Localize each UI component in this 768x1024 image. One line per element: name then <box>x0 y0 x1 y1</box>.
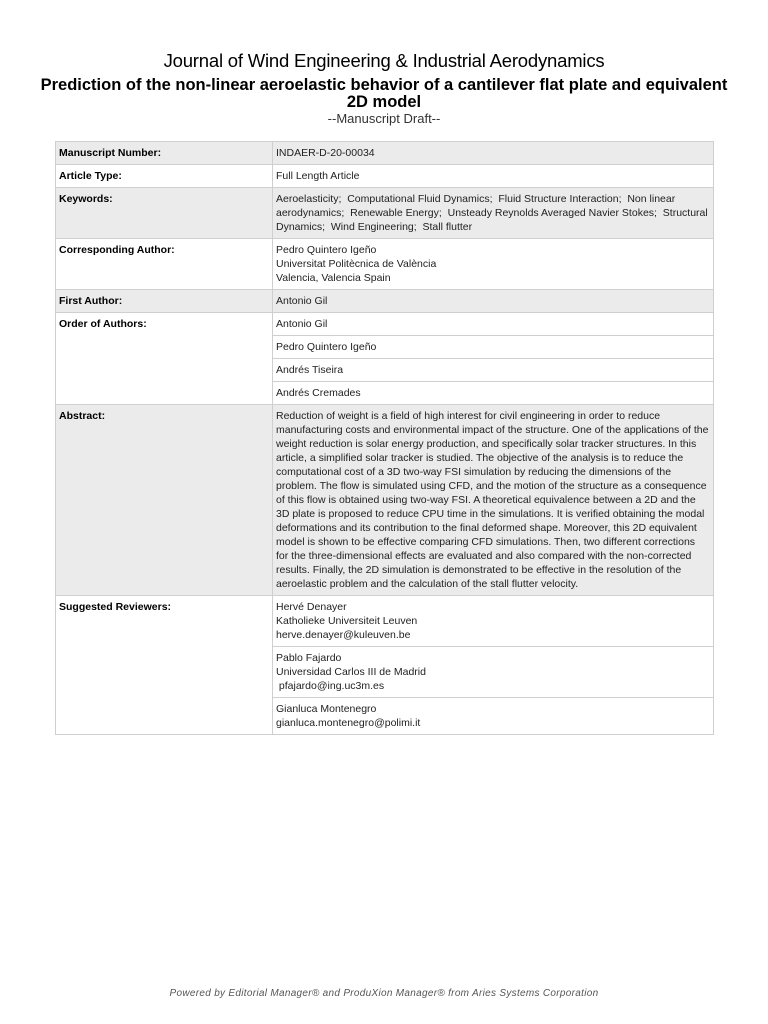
corresponding-author-label: Corresponding Author: <box>56 239 273 290</box>
keywords-value <box>273 188 714 239</box>
author-entry: Andrés Tiseira <box>273 359 714 382</box>
keyword: Renewable Energy; <box>350 207 442 219</box>
order-of-authors-label: Order of Authors: <box>56 313 273 405</box>
keyword: Stall flutter <box>422 221 473 233</box>
author-entry: Pedro Quintero Igeño <box>273 336 714 359</box>
manuscript-number-value: INDAER-D-20-00034 <box>273 142 714 165</box>
table-row <box>56 596 714 647</box>
reviewer-email: herve.denayer@kuleuven.be <box>276 629 411 641</box>
corresponding-author-name: Pedro Quintero Igeño <box>276 244 377 256</box>
keyword: Fluid Structure Interaction; <box>498 193 622 205</box>
document-header <box>0 50 768 126</box>
table-row <box>56 188 714 239</box>
draft-label: --Manuscript Draft-- <box>327 111 441 126</box>
reviewer-affiliation: Katholieke Universiteit Leuven <box>276 615 418 627</box>
article-type-value: Full Length Article <box>273 165 714 188</box>
table-row <box>56 405 714 596</box>
first-author-value: Antonio Gil <box>273 290 714 313</box>
keyword: Unsteady Reynolds Averaged Navier Stokes; <box>447 207 657 219</box>
table-row <box>56 142 714 165</box>
keyword: Structural Dynamics; <box>276 207 708 233</box>
table-row <box>56 290 714 313</box>
author-entry: Antonio Gil <box>273 313 714 336</box>
journal-title: Journal of Wind Engineering & Industrial Aerodynamics <box>163 50 605 71</box>
keyword: Aeroelasticity; <box>276 193 342 205</box>
reviewer-entry <box>273 698 714 735</box>
table-row <box>56 165 714 188</box>
reviewer-entry <box>273 596 714 647</box>
reviewer-entry <box>273 647 714 698</box>
manuscript-metadata-table <box>55 141 714 735</box>
author-entry: Andrés Cremades <box>273 382 714 405</box>
reviewer-name: Hervé Denayer <box>276 601 347 613</box>
table-row <box>56 313 714 336</box>
reviewer-email: pfajardo@ing.uc3m.es <box>276 680 385 692</box>
keywords-label: Keywords: <box>56 188 273 239</box>
table-row <box>56 239 714 290</box>
reviewer-name: Gianluca Montenegro <box>276 703 377 715</box>
keyword: Computational Fluid Dynamics; <box>347 193 493 205</box>
keyword: Wind Engineering; <box>330 221 417 233</box>
corresponding-author-value <box>273 239 714 290</box>
reviewer-email: gianluca.montenegro@polimi.it <box>276 717 421 729</box>
first-author-label: First Author: <box>56 290 273 313</box>
footer-credit: Powered by Editorial Manager® and ProduXion Manager® from Aries Systems Corporation <box>169 988 599 999</box>
suggested-reviewers-label: Suggested Reviewers: <box>56 596 273 735</box>
article-type-label: Article Type: <box>56 165 273 188</box>
corresponding-author-location: Valencia, Valencia Spain <box>276 272 391 284</box>
article-title: Prediction of the non-linear aeroelastic behavior of a cantilever flat plate and equivalent 2D model <box>40 76 728 111</box>
reviewer-name: Pablo Fajardo <box>276 652 342 664</box>
abstract-label: Abstract: <box>56 405 273 596</box>
corresponding-author-institution: Universitat Politècnica de València <box>276 258 437 270</box>
keyword: Non linear aerodynamics; <box>276 193 676 219</box>
reviewer-affiliation: Universidad Carlos III de Madrid <box>276 666 426 678</box>
manuscript-number-label: Manuscript Number: <box>56 142 273 165</box>
abstract-text: Reduction of weight is a field of high interest for civil engineering in order to reduce manufacturing costs and environmental impact of the structure. One of the applications of the weight reduction is solar energy production, and specifically solar tracker structures. In this article, a simplified solar tracker is studied. The objective of the analysis is to reduce the computational cost of a 3D two-way FSI simulation by reducing the dimensions of the problem. The flow is simulated using CFD, and the motion of the structure as a consequence of this flow is obtained using two-way FSI. A theoretical equivalence between a 2D and the 3D plate is proposed to reduce CPU time in the simulations. It is verified obtaining the modal deformations and its contribution to the final deformed shape. Moreover, this 2D equivalent model is shown to be effective comparing CFD simulations. Then, two different corrections for the three-dimensional effects are evaluated and also compared with the non-corrected results. Finally, the 2D simulation is demonstrated to be effective in the resolution of the aeroelastic problem and the calculation of the stall flutter velocity. <box>273 405 714 596</box>
